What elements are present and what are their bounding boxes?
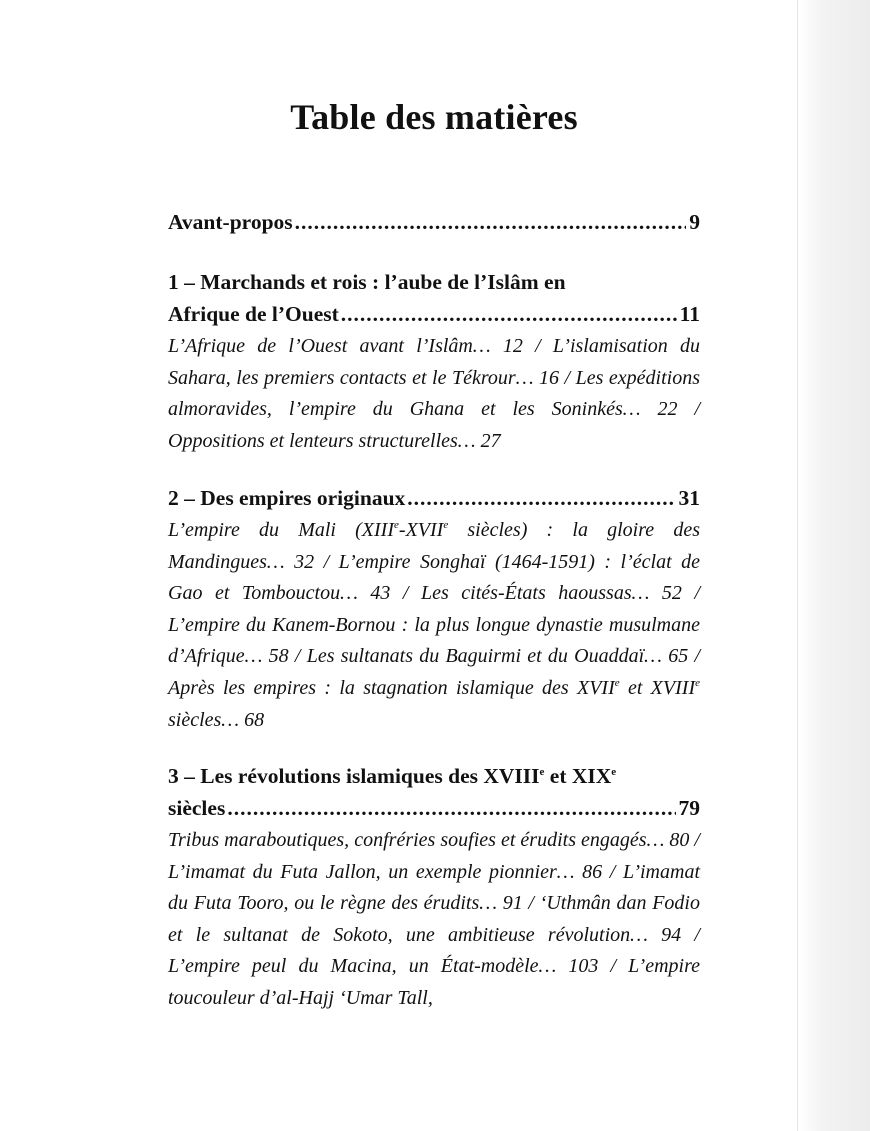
superscript: e [695,676,700,689]
chapter-summary [168,515,700,736]
chapter-heading-end: Afrique de l’Ouest [168,302,339,326]
chapter-heading [168,760,700,792]
heading-text: 3 – Les révolutions islamiques des XVIII [168,764,540,788]
toc-leader-line [168,792,700,824]
toc-leader-line [168,482,700,514]
page-edge-shadow [797,0,870,1131]
chapter-heading-end: siècles [168,796,226,820]
toc-chapter-2 [168,482,700,736]
superscript: e [611,766,617,778]
toc-page-number: 31 [678,486,700,510]
dot-leader [407,482,675,514]
chapter-heading: 2 – Des empires originaux [168,486,406,510]
chapter-heading: 1 – Marchands et rois : l’aube de l’Islâm en [168,270,566,294]
toc-page-number: 11 [679,302,700,326]
heading-text: et XIX [544,764,612,788]
summary-text: L’empire du Mali (XIII [168,519,395,541]
dot-leader [227,792,675,824]
superscript: e [539,766,545,778]
chapter-summary: L’Afrique de l’Ouest avant l’Islâm… 12 / L’islamisation du Sahara, les premiers contacts et le Tékrour… 16 / Les expéditions almoravides, l’empire du Ghana et les Soninkés… 22 / Oppositions et lenteurs structurelles… 27 [168,335,700,452]
toc-chapter-1 [168,266,700,457]
page-title: Table des matières [290,97,578,137]
summary-text: -XVII [398,519,444,541]
summary-text: siècles… 68 [168,708,265,731]
toc-chapter-3 [168,760,700,1015]
superscript: e [614,676,620,689]
toc-page-number: 79 [678,796,700,820]
toc-page-number: 9 [689,210,700,234]
toc-entry-label: Avant-propos [168,210,293,234]
superscript: e [394,519,399,531]
toc-leader-line [168,298,700,330]
summary-text: et XVIII [619,676,696,699]
chapter-summary: Tribus maraboutiques, confréries soufies et érudits engagés… 80 / L’imamat du Futa Jallon, un exemple pionnier… 86 / L’imamat du Futa Tooro, ou le règne des érudits… 91 / ‘Uthmân dan Fodio et le sultanat de Sokoto, une ambitieuse révolution… 94 / L’empire peul du Macina, un État-modèle… 103 / L’empire toucouleur d’al-Hajj ‘Umar Tall, [168,829,700,1009]
dot-leader [341,298,677,330]
dot-leader [295,206,687,238]
toc-entry-avant-propos [168,206,700,238]
summary-text: siècles) : la gloire des Mandingues… 32 / L’empire Songhaï (1464-1591) : l’éclat de Gao et Tombouctou… 43 / Les cités-États haoussas… 52 / L’empire du Kanem-Bornou : la plus longue dynastie musulmane d’Afrique… 58 / Les sultanats du Baguirmi et du Ouaddaï… 65 / Après les empires : la stagnation islamique des XVII [168,519,700,699]
toc-leader-line [168,206,700,238]
superscript: e [443,519,449,531]
